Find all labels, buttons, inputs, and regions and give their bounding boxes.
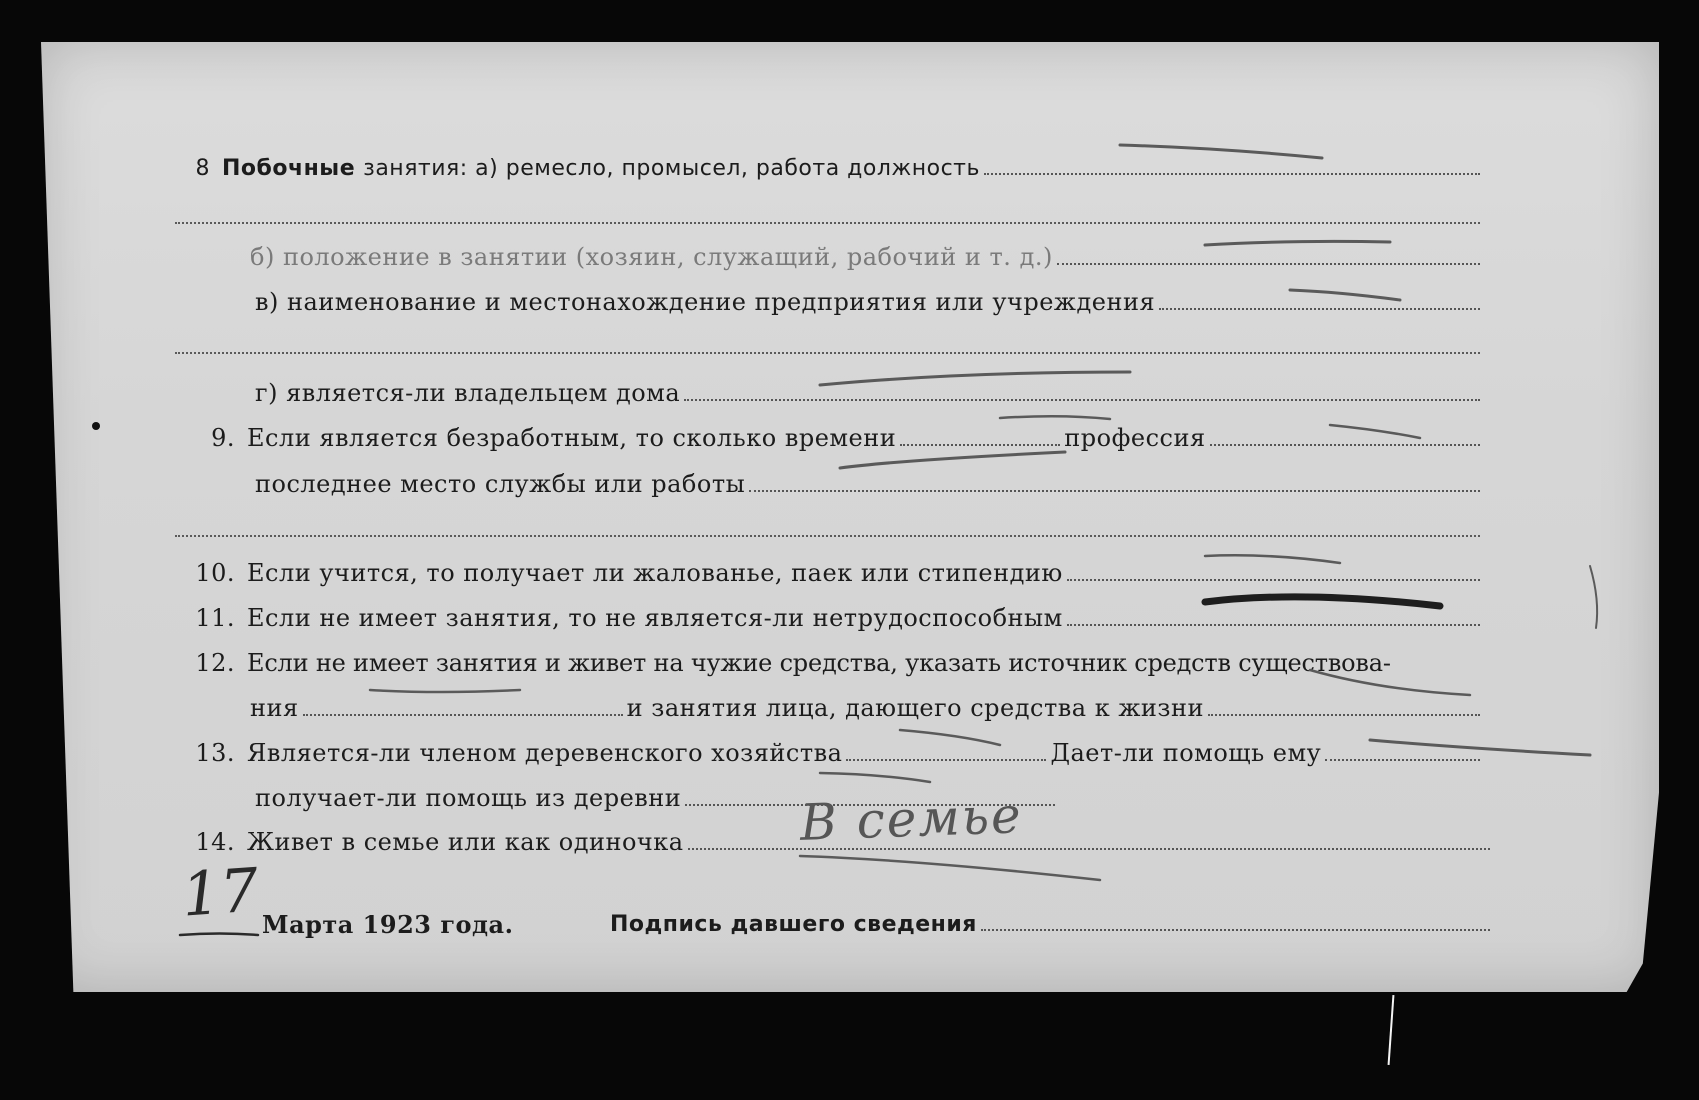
item-12-line2-row	[250, 693, 1480, 723]
item-13-village-help-text: получает-ли помощь из деревни	[255, 784, 682, 812]
item-8g-answer-field[interactable]	[684, 383, 1480, 401]
item-13-member-field[interactable]	[846, 743, 1046, 761]
item-9-row	[195, 423, 1480, 453]
footer-handwritten-day: 17	[179, 855, 261, 931]
item-8v-answer-field[interactable]	[1159, 292, 1480, 310]
footer-signature-row	[610, 910, 1490, 940]
item-13-row	[190, 738, 1480, 768]
item-11-number: 11.	[195, 604, 235, 632]
item-13-number: 13.	[195, 739, 235, 767]
item-11-answer-field[interactable]	[1067, 608, 1480, 626]
item-12-text: Если не имеет занятия и живет на чужие средства, указать источник средств существова-	[247, 649, 1391, 677]
item-12-text-cont: ния	[250, 694, 299, 722]
item-13-text: Является-ли членом деревенского хозяйства	[247, 739, 843, 767]
item-11-row	[190, 603, 1480, 633]
item-8-row	[190, 154, 1480, 184]
item-8b-answer-field[interactable]	[1057, 247, 1480, 265]
item-10-text: Если учится, то получает ли жалованье, паек или стипендию	[247, 559, 1063, 587]
item-8-heading: Побочные	[222, 156, 356, 181]
item-12-provider-text: и занятия лица, дающего средства к жизни	[626, 694, 1204, 722]
footer-signature-label: Подпись давшего сведения	[610, 912, 977, 937]
item-9-last-job-text: последнее место службы или работы	[255, 470, 746, 498]
footer-date-row	[262, 910, 513, 940]
item-9-profession-label: профессия	[1064, 424, 1206, 452]
item-14-text: Живет в семье или как одиночка	[247, 828, 684, 856]
item-8g-row	[255, 378, 1480, 408]
item-8-text: занятия: а) ремесло, промысел, работа должность	[363, 156, 980, 181]
item-9-text: Если является безработным, то сколько времени	[247, 424, 897, 452]
item-13-help-field[interactable]	[1325, 743, 1480, 761]
footer-signature-field[interactable]	[981, 913, 1490, 931]
item-12-row	[190, 648, 1490, 678]
ink-speck	[92, 422, 100, 430]
item-9-line2-row	[255, 469, 1480, 499]
item-9-last-job-field[interactable]	[749, 474, 1480, 492]
item-8b-row	[250, 242, 1480, 272]
item-8v-answer-line-2[interactable]	[175, 352, 1480, 354]
item-13-help-label: Дает-ли помощь ему	[1050, 739, 1322, 767]
item-12-provider-field[interactable]	[1208, 698, 1480, 716]
item-9-number: 9.	[211, 424, 235, 452]
item-10-answer-field[interactable]	[1067, 563, 1480, 581]
film-scratch	[1388, 995, 1395, 1065]
item-8v-text: в) наименование и местонахождение предприятия или учреждения	[255, 288, 1156, 316]
footer-date-text: Марта 1923 года.	[262, 910, 514, 939]
item-8-answer-line-2[interactable]	[175, 222, 1480, 224]
item-9-profession-field[interactable]	[1210, 428, 1480, 446]
item-9-duration-field[interactable]	[900, 428, 1060, 446]
item-12-number: 12.	[195, 649, 235, 677]
item-10-number: 10.	[195, 559, 235, 587]
item-14-number: 14.	[195, 828, 235, 856]
item-9-answer-line-2[interactable]	[175, 535, 1480, 537]
item-8-answer-field[interactable]	[984, 157, 1480, 175]
item-12-source-field[interactable]	[303, 698, 623, 716]
item-11-text: Если не имеет занятия, то не является-ли нетрудоспособным	[247, 604, 1063, 632]
item-10-row	[190, 558, 1480, 588]
item-8-number: 8	[195, 156, 210, 181]
item-8b-text: б) положение в занятии (хозяин, служащий, рабочий и т. д.)	[250, 243, 1053, 271]
item-8g-text: г) является-ли владельцем дома	[255, 379, 681, 407]
item-14-handwritten-answer: В семье	[799, 786, 1024, 852]
item-8v-row	[255, 287, 1480, 317]
